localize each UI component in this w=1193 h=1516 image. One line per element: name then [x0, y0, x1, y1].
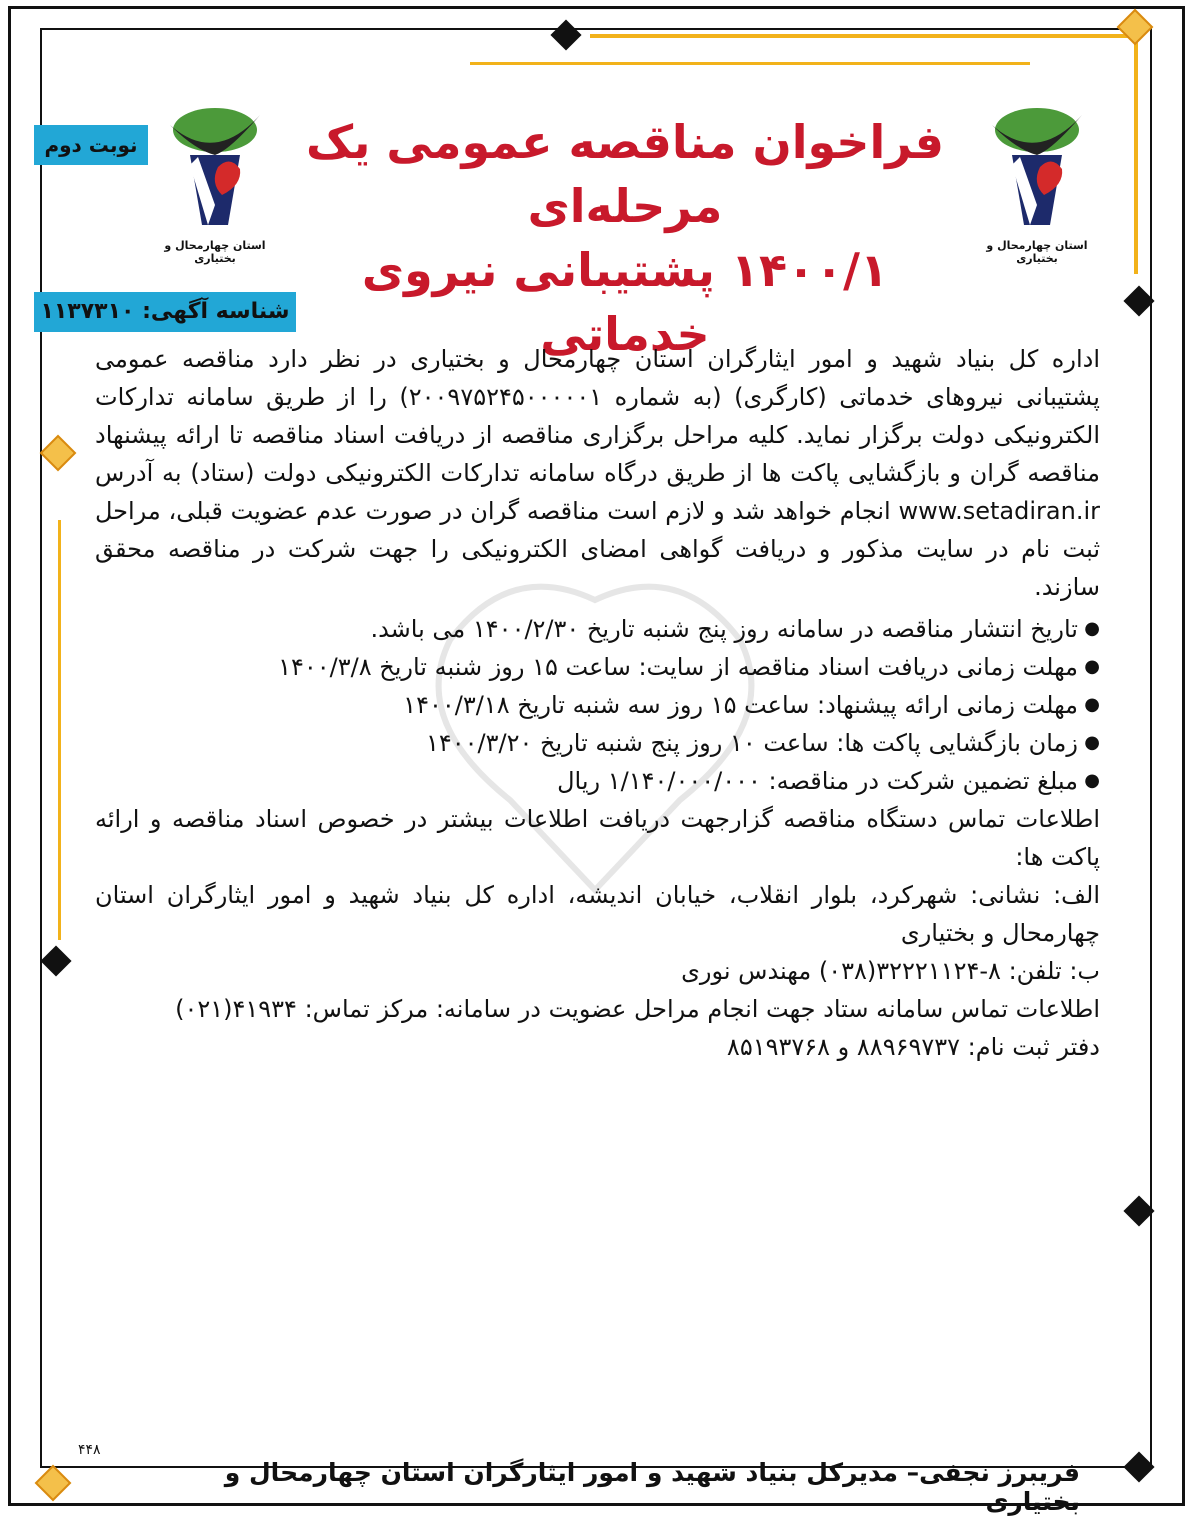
address-line: الف: نشانی: شهرکرد، بلوار انقلاب، خیابان اندیشه، اداره کل بنیاد شهید و امور ایثارگران استان چهارمحال و بختیاری — [95, 881, 1100, 947]
ad-id-badge: شناسه آگهی: ۱۱۳۷۳۱۰ — [34, 292, 296, 332]
list-item: ● مبلغ تضمین شرکت در مناقصه: ۱/۱۴۰/۰۰۰/۰۰۰ ریال — [95, 762, 1100, 800]
contact-intro: اطلاعات تماس دستگاه مناقصه گزارجهت دریافت اطلاعات بیشتر در خصوص اسناد مناقصه و ارائه پاکت ها: — [95, 805, 1100, 871]
title-line-1: فراخوان مناقصه عمومی یک مرحله‌ای — [306, 115, 944, 233]
ornament-line-top-2 — [470, 62, 1030, 65]
logo-caption: استان چهارمحال و بختیاری — [986, 239, 1088, 265]
setad-contact-line: اطلاعات تماس سامانه ستاد جهت انجام مراحل عضویت در سامانه: مرکز تماس: ۴۱۹۳۴(۰۲۱) — [175, 995, 1100, 1023]
martyrs-foundation-logo-left — [160, 95, 270, 265]
martyrs-foundation-logo-icon — [160, 95, 270, 245]
intro-text: اداره کل بنیاد شهید و امور ایثارگران استان چهارمحال و بختیاری در نظر دارد مناقصه عمومی پشتیبانی نیروهای خدماتی (کارگری) (به شماره ۲۰۰۹۷۵۲۴۵۰۰۰۰۰۱) را از طریق سامانه تدارکات الکترونیکی دولت برگزار نماید. کلیه مراحل برگزاری مناقصه از دریافت اسناد مناقصه تا ارائه پیشنهاد مناقصه گران و بازگشایی پاکت ها از طریق درگاه سامانه تدارکات الکترونیکی دولت (ستاد) به آدرس — [95, 345, 1100, 487]
tender-dates-list — [95, 610, 1100, 800]
phone-line: ب: تلفن: ۸-۳۲۲۲۱۱۲۴(۰۳۸) مهندس نوری — [681, 957, 1100, 985]
list-item: ● تاریخ انتشار مناقصه در سامانه روز پنج شنبه تاریخ ۱۴۰۰/۲/۳۰ می باشد. — [95, 610, 1100, 648]
page-number: ۴۴۸ — [78, 1442, 101, 1458]
title-line-2: ۱۴۰۰/۱ پشتیبانی نیروی خدماتی — [361, 243, 889, 361]
announcement-body — [95, 340, 1100, 1066]
turn-badge: نوبت دوم — [34, 125, 148, 165]
list-item: ● زمان بازگشایی پاکت ها: ساعت ۱۰ روز پنج شنبه تاریخ ۱۴۰۰/۳/۲۰ — [95, 724, 1100, 762]
list-item: ● مهلت زمانی ارائه پیشنهاد: ساعت ۱۵ روز سه شنبه تاریخ ۱۴۰۰/۳/۱۸ — [95, 686, 1100, 724]
registration-office-line: دفتر ثبت نام: ۸۸۹۶۹۷۳۷ و ۸۵۱۹۳۷۶۸ — [726, 1033, 1100, 1061]
martyrs-foundation-logo-right — [982, 95, 1092, 265]
intro-paragraph — [95, 340, 1100, 606]
martyrs-foundation-logo-icon — [982, 95, 1092, 245]
ornament-line-left — [58, 520, 61, 940]
ornament-line-top — [590, 34, 1130, 38]
website-link[interactable]: www.setadiran.ir — [898, 497, 1100, 525]
signature-footer: فریبرز نجفی– مدیرکل بنیاد شهید و امور ایثارگران استان چهارمحال و بختیاری — [224, 1458, 1080, 1516]
list-item: ● مهلت زمانی دریافت اسناد مناقصه از سایت: ساعت ۱۵ روز شنبه تاریخ ۱۴۰۰/۳/۸ — [95, 648, 1100, 686]
page-title — [300, 110, 950, 366]
logo-caption: استان چهارمحال و بختیاری — [164, 239, 266, 265]
ornament-line-right — [1134, 34, 1138, 274]
intro-end-text: انجام خواهد شد و لازم است مناقصه گران در صورت عدم عضویت قبلی، مراحل ثبت نام در سایت مذکور و دریافت گواهی امضای الکترونیکی را جهت شرکت در مناقصه محقق سازند. — [95, 497, 1100, 601]
